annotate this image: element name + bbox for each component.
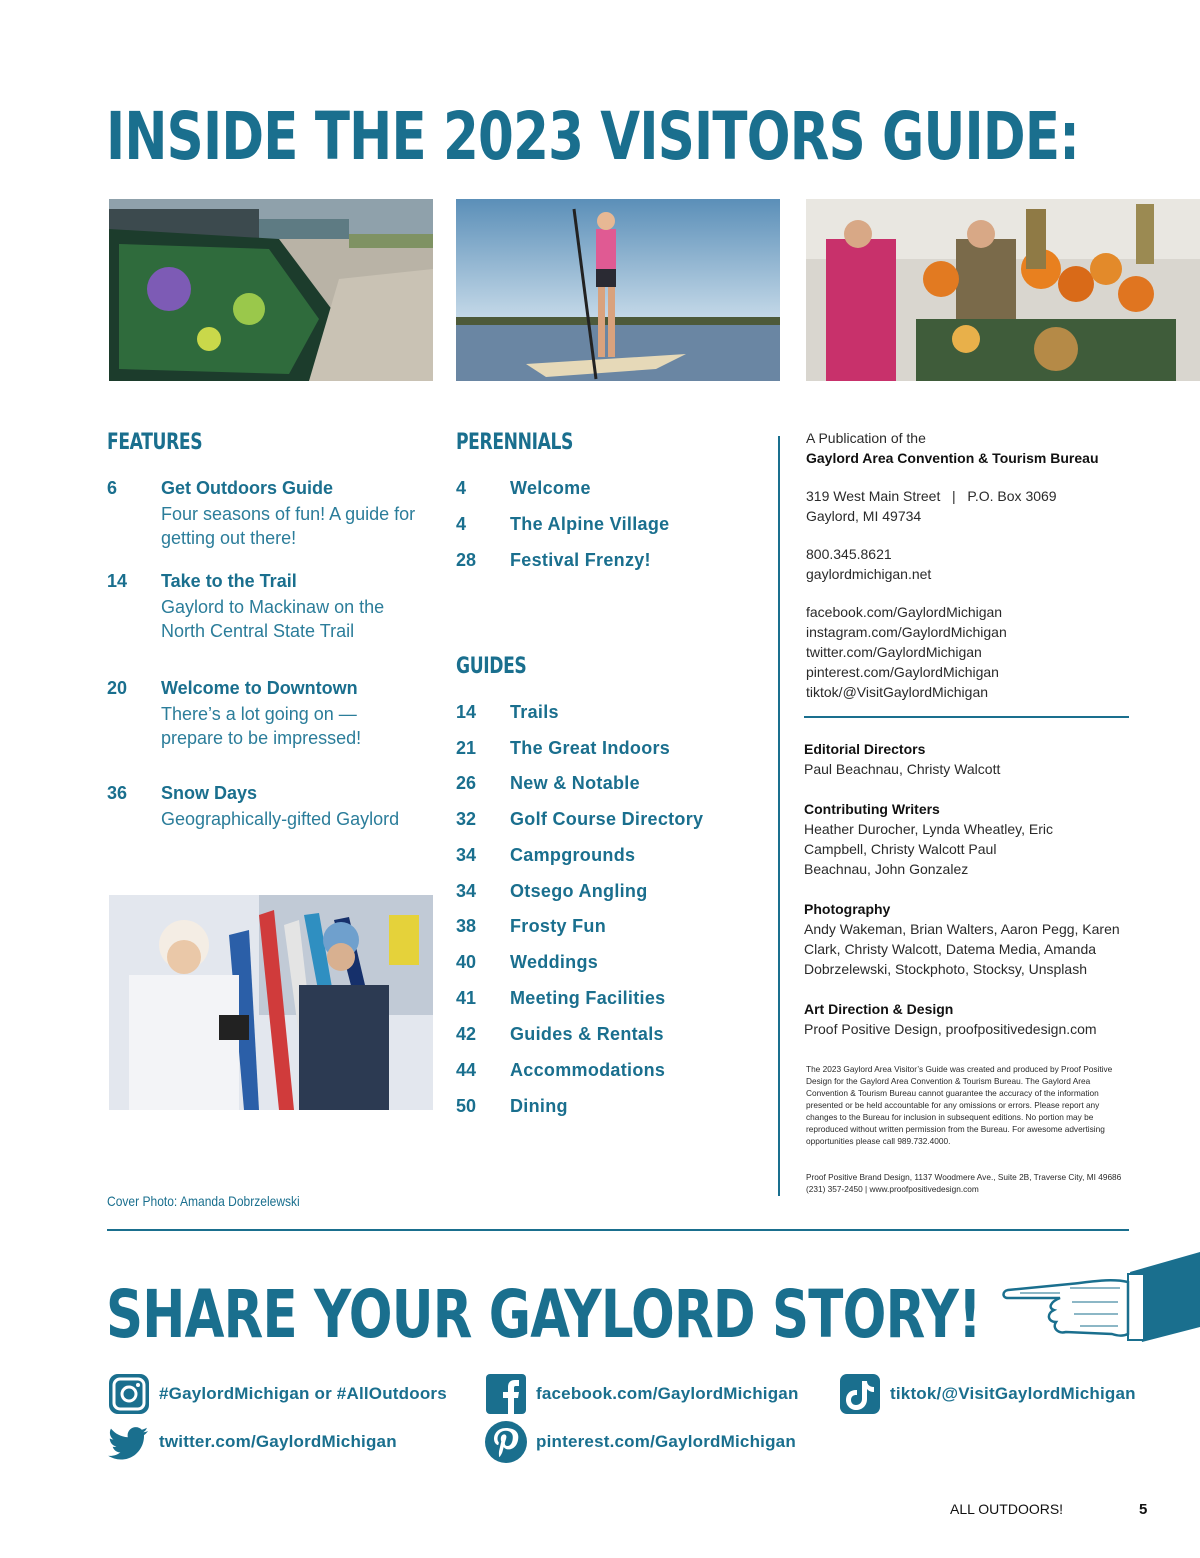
publisher-website[interactable]: gaylordmichigan.net <box>806 566 932 582</box>
publisher-info <box>806 428 1136 702</box>
feature-title[interactable]: Take to the Trail <box>161 571 297 591</box>
credits-divider <box>804 716 1129 718</box>
skiers-photo <box>109 895 433 1110</box>
share-twitter-label[interactable]: twitter.com/GaylordMichigan <box>159 1432 397 1451</box>
toc-title[interactable]: Dining <box>510 1096 568 1116</box>
feature-title[interactable]: Welcome to Downtown <box>161 678 358 698</box>
toc-title[interactable]: Otsego Angling <box>510 881 648 901</box>
share-facebook[interactable] <box>484 1372 799 1416</box>
toc-title[interactable]: Meeting Facilities <box>510 988 666 1008</box>
feature-description: Gaylord to Mackinaw on the North Central State Trail <box>161 597 385 641</box>
toc-page-number: 38 <box>456 916 477 936</box>
share-tiktok[interactable] <box>838 1372 1136 1416</box>
feature-page-number: 14 <box>107 571 128 591</box>
credit-names: Paul Beachnau, Christy Walcott <box>804 761 1001 777</box>
feature-page-number: 6 <box>107 478 118 498</box>
credit-role: Art Direction & Design <box>804 1001 954 1017</box>
publisher-social-link[interactable]: facebook.com/GaylordMichigan <box>806 604 1003 620</box>
toc-page-number: 14 <box>456 702 477 722</box>
toc-title[interactable]: Festival Frenzy! <box>510 550 651 570</box>
publisher-social-link[interactable]: twitter.com/GaylordMichigan <box>806 644 982 660</box>
section-divider <box>107 1229 1129 1231</box>
pumpkin-market-photo <box>806 199 1200 381</box>
column-divider <box>778 436 780 1196</box>
perennials-heading: PERENNIALS <box>456 430 574 455</box>
publisher-social-link[interactable]: tiktok/@VisitGaylordMichigan <box>806 684 989 700</box>
toc-page-number: 42 <box>456 1024 477 1044</box>
credit-role: Contributing Writers <box>804 801 940 817</box>
pinterest-icon[interactable] <box>484 1420 528 1464</box>
share-tiktok-label[interactable]: tiktok/@VisitGaylordMichigan <box>890 1384 1136 1403</box>
toc-title[interactable]: Weddings <box>510 952 599 972</box>
feature-page-number: 20 <box>107 678 128 698</box>
paddleboard-photo <box>456 199 780 381</box>
page-title: INSIDE THE 2023 VISITORS GUIDE: <box>106 98 1080 175</box>
disclaimer-text: The 2023 Gaylord Area Visitor’s Guide was created and produced by Proof Positive Design for the Gaylord Area Convention & Tourism Bureau. The Gaylord Area Convention & Tourism Bureau cannot guarantee the accuracy of the information presented or be held accountable for any omissions or errors. Please report any changes to the Bureau for inclusion in subsequent editions. No portion may be reproduced without written permission from the Bureau. For awesome advertising opportunities please call 989.732.4000. <box>806 1064 1113 1146</box>
publisher-address-line1: 319 West Main Street | P.O. Box 3069 <box>806 488 1057 504</box>
toc-page-number: 26 <box>456 773 477 793</box>
share-facebook-label[interactable]: facebook.com/GaylordMichigan <box>536 1384 799 1403</box>
toc-title[interactable]: Guides & Rentals <box>510 1024 664 1044</box>
toc-page-number: 32 <box>456 809 477 829</box>
toc-page-number: 41 <box>456 988 477 1008</box>
publisher-phone[interactable]: 800.345.8621 <box>806 546 892 562</box>
toc-page-number: 50 <box>456 1096 477 1116</box>
publisher-social-link[interactable]: pinterest.com/GaylordMichigan <box>806 664 999 680</box>
toc-title[interactable]: Welcome <box>510 478 591 498</box>
facebook-icon[interactable] <box>484 1372 528 1416</box>
toc-page-number: 34 <box>456 881 477 901</box>
credit-names: Heather Durocher, Lynda Wheatley, Eric Campbell, Christy Walcott Paul Beachnau, John Gonzalez <box>804 821 1054 877</box>
credit-role: Editorial Directors <box>804 741 926 757</box>
page-number: 5 <box>1139 1501 1148 1518</box>
toc-page-number: 44 <box>456 1060 477 1080</box>
toc-title[interactable]: Accommodations <box>510 1060 666 1080</box>
footer-label: ALL OUTDOORS! <box>950 1501 1064 1517</box>
cover-photo-credit: Cover Photo: Amanda Dobrzelewski <box>107 1193 300 1209</box>
share-pinterest[interactable] <box>484 1420 796 1464</box>
guides-heading: GUIDES <box>456 654 527 679</box>
toc-title[interactable]: Golf Course Directory <box>510 809 704 829</box>
toc-page-number: 4 <box>456 514 467 534</box>
feature-title[interactable]: Snow Days <box>161 783 258 803</box>
share-instagram[interactable] <box>107 1372 447 1416</box>
skatepark-mural-photo <box>109 199 433 381</box>
toc-page-number: 40 <box>456 952 477 972</box>
publisher-social-link[interactable]: instagram.com/GaylordMichigan <box>806 624 1007 640</box>
toc-title[interactable]: The Great Indoors <box>510 738 671 758</box>
toc-page-number: 4 <box>456 478 467 498</box>
feature-description: Four seasons of fun! A guide for getting out there! <box>161 504 416 548</box>
publisher-name: Gaylord Area Convention & Tourism Bureau <box>806 450 1099 466</box>
designer-address: Proof Positive Brand Design, 1137 Woodmere Ave., Suite 2B, Traverse City, MI 49686 (231) 357-2450 | www.proofpositivedesign.com <box>806 1172 1122 1194</box>
toc-page-number: 34 <box>456 845 477 865</box>
share-twitter[interactable] <box>107 1420 397 1464</box>
share-instagram-label[interactable]: #GaylordMichigan or #AllOutdoors <box>159 1384 447 1403</box>
share-pinterest-label[interactable]: pinterest.com/GaylordMichigan <box>536 1432 796 1451</box>
credit-names: Andy Wakeman, Brian Walters, Aaron Pegg, Karen Clark, Christy Walcott, Datema Media, Amanda Dobrzelewski, Stockphoto, Stocksy, Unsplash <box>804 921 1120 977</box>
feature-description: Geographically-gifted Gaylord <box>161 809 400 829</box>
share-title: SHARE YOUR GAYLORD STORY! <box>106 1276 981 1353</box>
publisher-address-line2: Gaylord, MI 49734 <box>806 508 922 524</box>
toc-page-number: 28 <box>456 550 477 570</box>
twitter-icon[interactable] <box>107 1420 151 1464</box>
feature-description: There’s a lot going on — prepare to be impressed! <box>161 704 362 748</box>
feature-title[interactable]: Get Outdoors Guide <box>161 478 334 498</box>
staff-credits <box>804 739 1134 1039</box>
feature-page-number: 36 <box>107 783 128 803</box>
credit-names: Proof Positive Design, proofpositivedesign.com <box>804 1021 1097 1037</box>
publisher-intro: A Publication of the <box>806 430 926 446</box>
toc-title[interactable]: Frosty Fun <box>510 916 606 936</box>
pointing-hand-icon <box>1000 1252 1200 1347</box>
toc-title[interactable]: The Alpine Village <box>510 514 670 534</box>
toc-page-number: 21 <box>456 738 477 758</box>
toc-title[interactable]: Campgrounds <box>510 845 636 865</box>
tiktok-icon[interactable] <box>838 1372 882 1416</box>
toc-title[interactable]: Trails <box>510 702 559 722</box>
instagram-icon[interactable] <box>107 1372 151 1416</box>
features-heading: FEATURES <box>107 430 203 455</box>
credit-role: Photography <box>804 901 891 917</box>
toc-title[interactable]: New & Notable <box>510 773 640 793</box>
